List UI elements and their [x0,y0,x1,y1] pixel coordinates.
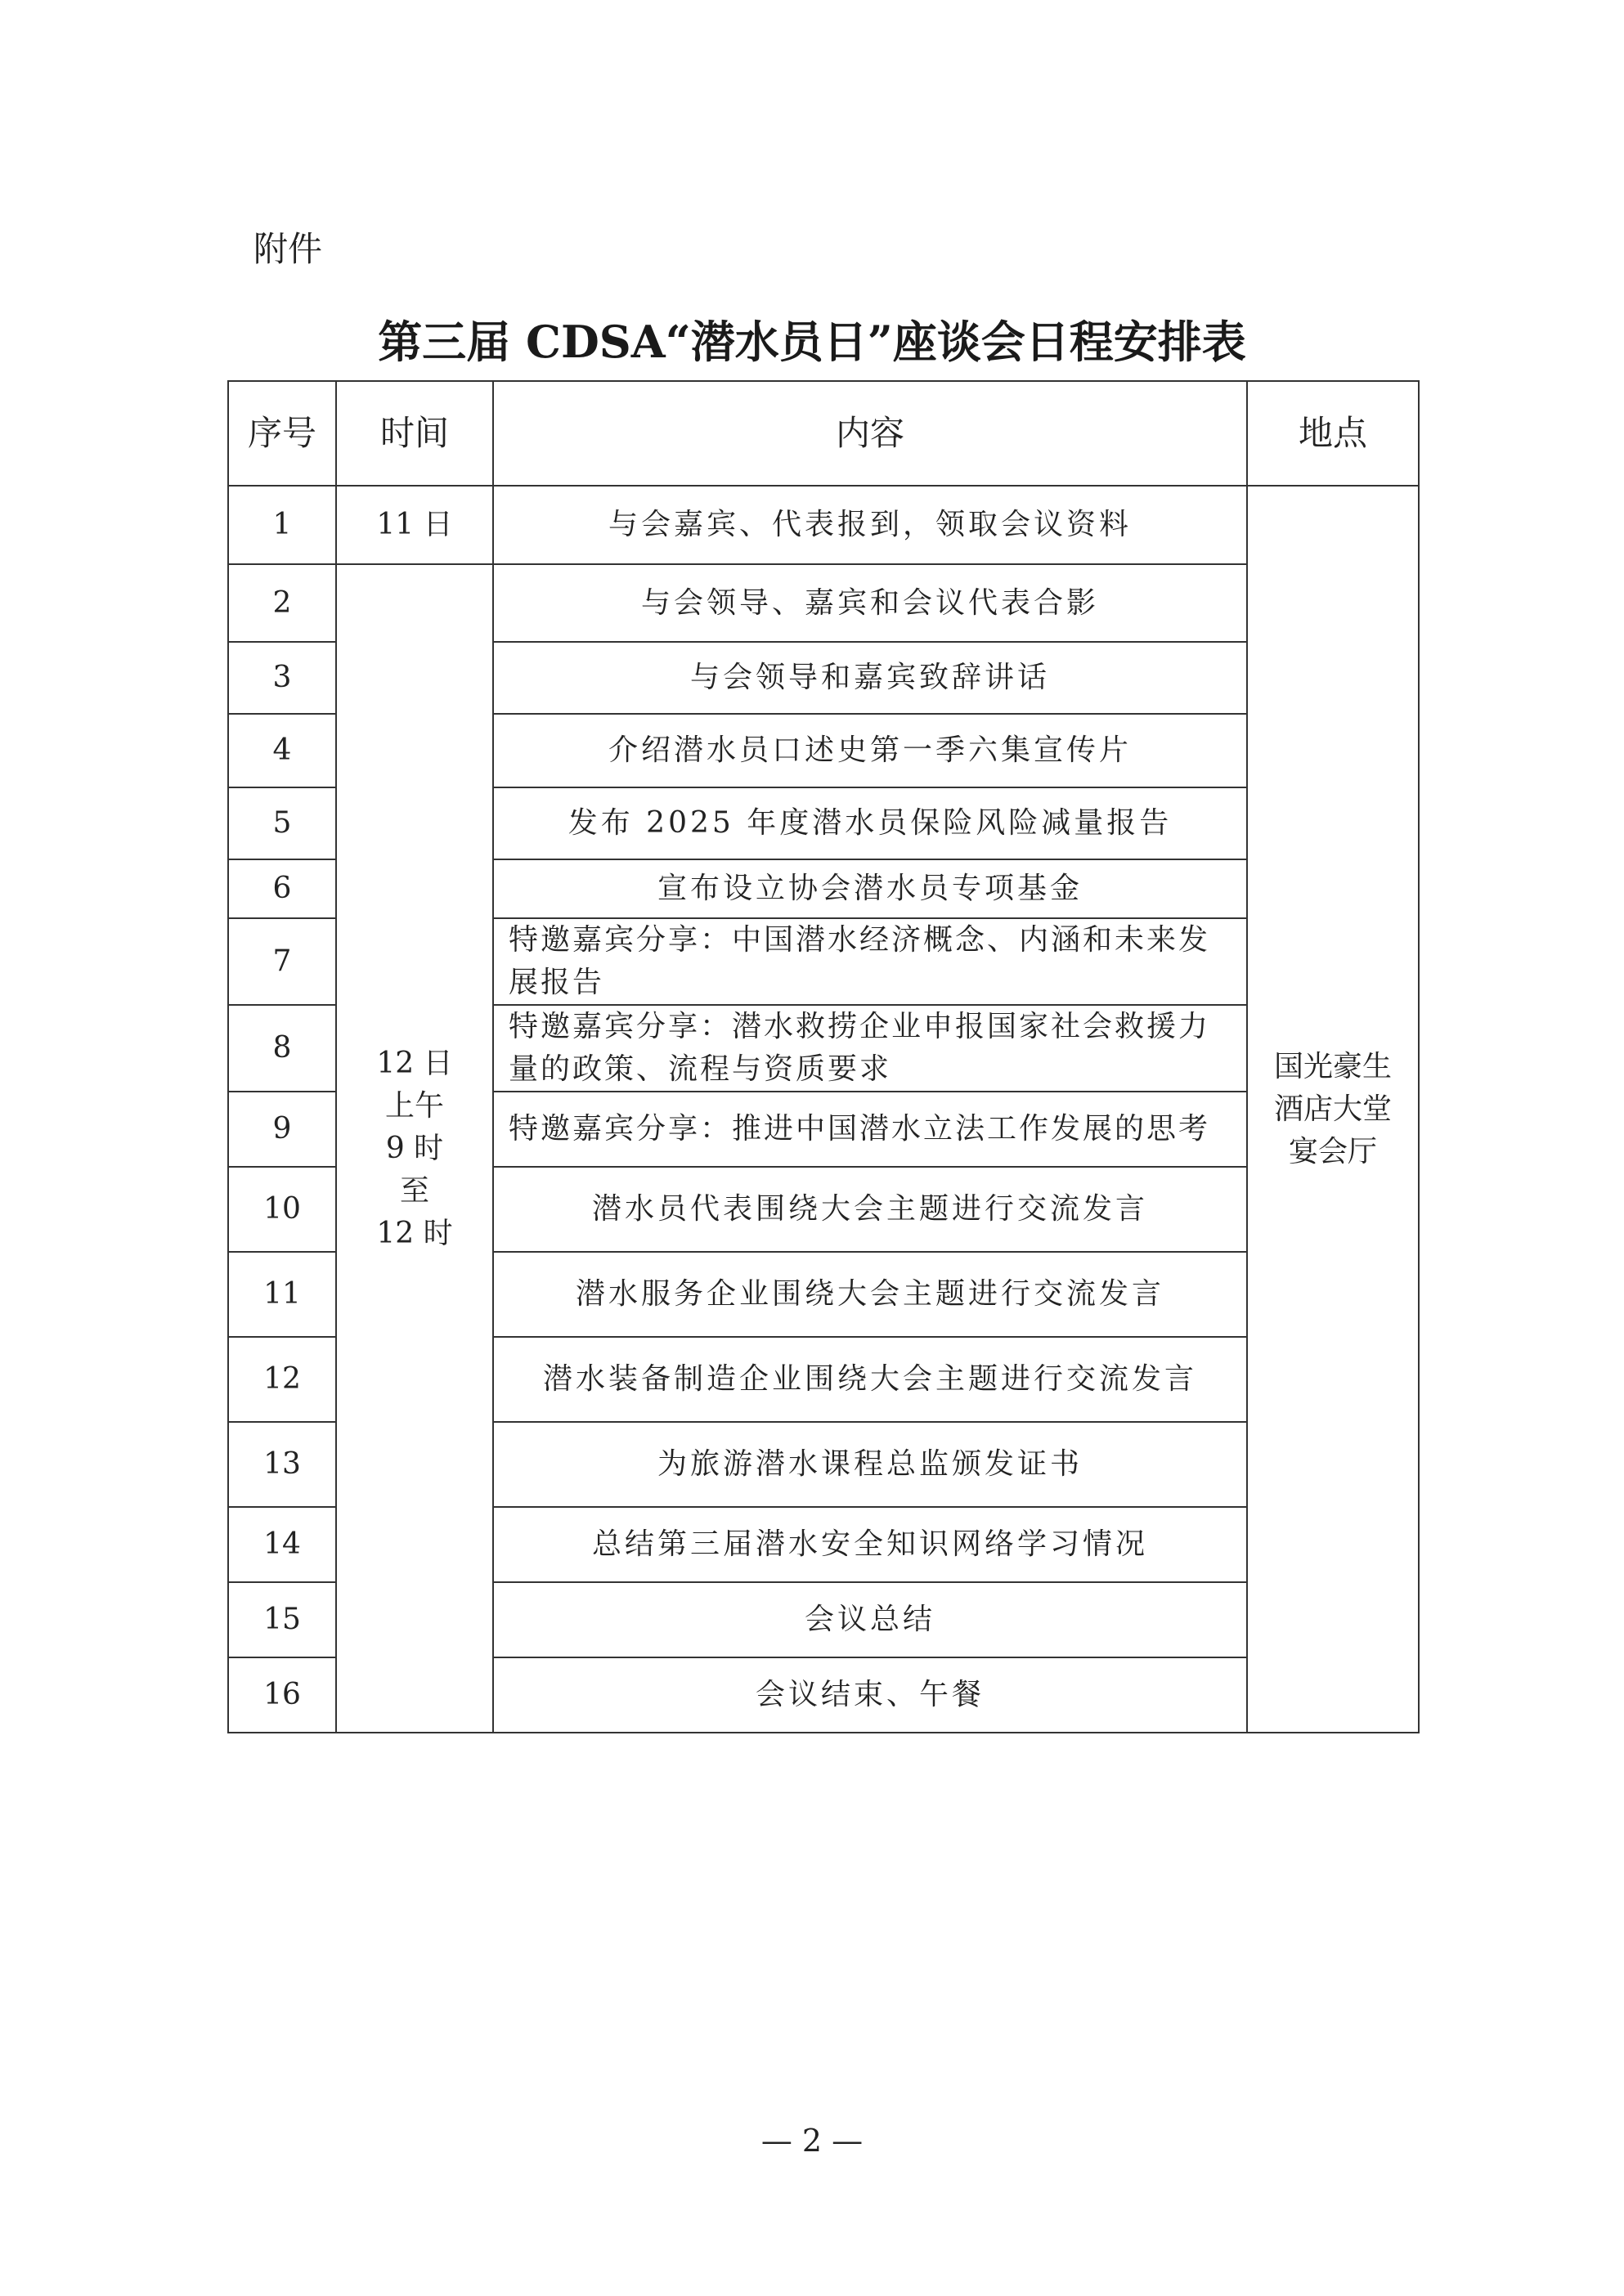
row-content: 与会领导、嘉宾和会议代表合影 [493,564,1247,642]
row-content: 与会领导和嘉宾致辞讲话 [493,642,1247,714]
time-line: 9 时 [385,1131,444,1165]
time-line: 12 时 [376,1216,453,1250]
row-seq: 10 [228,1167,336,1252]
attachment-label: 附件 [253,229,323,269]
row-seq: 11 [228,1252,336,1337]
row-content: 潜水员代表围绕大会主题进行交流发言 [493,1167,1247,1252]
row-content: 潜水服务企业围绕大会主题进行交流发言 [493,1252,1247,1337]
time-line: 至 [399,1173,429,1208]
venue-line: 国光豪生 [1273,1049,1392,1083]
row-seq: 12 [228,1337,336,1422]
row-content: 会议结束、午餐 [493,1657,1247,1733]
header-row [228,381,1419,486]
header-venue: 地点 [1247,381,1419,486]
row-seq: 13 [228,1422,336,1507]
row-seq: 1 [228,486,336,564]
row-content: 特邀嘉宾分享：中国潜水经济概念、内涵和未来发展报告 [493,918,1247,1005]
time-cell-day2 [336,564,493,1733]
row-content: 发布 2025 年度潜水员保险风险减量报告 [493,787,1247,859]
row-seq: 3 [228,642,336,714]
row-time-day1: 11 日 [336,486,493,564]
table-row [228,564,1419,642]
row-seq: 14 [228,1507,336,1582]
row-content: 特邀嘉宾分享：潜水救捞企业申报国家社会救援力量的政策、流程与资质要求 [493,1005,1247,1092]
row-seq: 5 [228,787,336,859]
row-seq: 4 [228,714,336,787]
row-seq: 7 [228,918,336,1005]
row-content: 特邀嘉宾分享：推进中国潜水立法工作发展的思考 [493,1092,1247,1167]
row-content: 为旅游潜水课程总监颁发证书 [493,1422,1247,1507]
header-seq: 序号 [228,381,336,486]
row-content: 介绍潜水员口述史第一季六集宣传片 [493,714,1247,787]
document-title: 第三届 CDSA“潜水员日”座谈会日程安排表 [378,316,1246,368]
venue-line: 宴会厅 [1288,1134,1377,1168]
row-content: 会议总结 [493,1582,1247,1657]
venue-line: 酒店大堂 [1273,1092,1392,1126]
row-seq: 6 [228,859,336,918]
schedule-table [227,380,1420,1733]
row-content: 潜水装备制造企业围绕大会主题进行交流发言 [493,1337,1247,1422]
row-seq: 16 [228,1657,336,1733]
row-seq: 15 [228,1582,336,1657]
header-time: 时间 [336,381,493,486]
page-number: — 2 — [760,2123,864,2159]
row-seq: 2 [228,564,336,642]
time-line: 12 日 [376,1046,453,1080]
row-content: 宣布设立协会潜水员专项基金 [493,859,1247,918]
header-content: 内容 [493,381,1247,486]
row-content: 与会嘉宾、代表报到，领取会议资料 [493,486,1247,564]
row-seq: 9 [228,1092,336,1167]
table-row [228,486,1419,564]
row-seq: 8 [228,1005,336,1092]
time-line: 上午 [384,1088,444,1123]
venue-cell [1247,486,1419,1733]
row-content: 总结第三届潜水安全知识网络学习情况 [493,1507,1247,1582]
